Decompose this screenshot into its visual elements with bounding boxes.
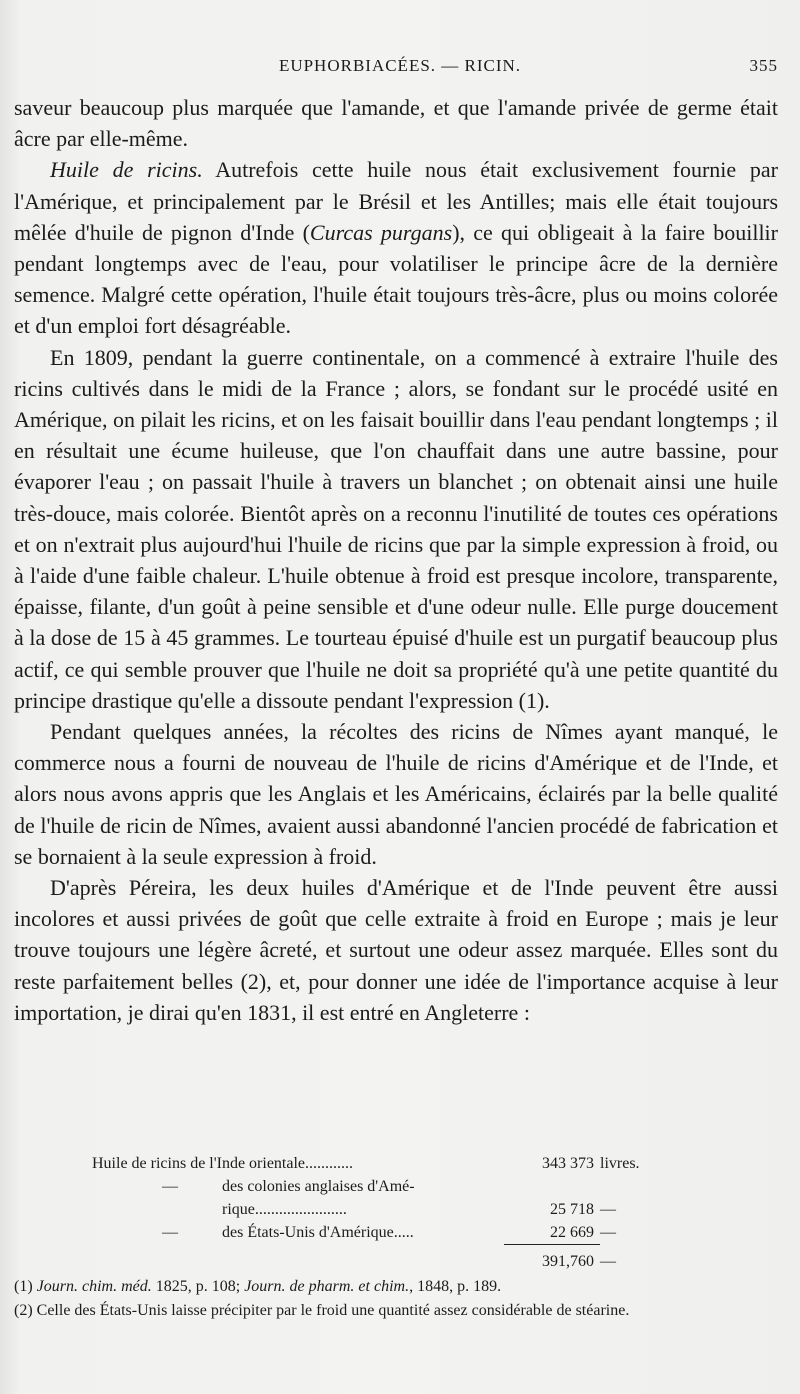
running-title: EUPHORBIACÉES. — RICIN.: [278, 56, 522, 75]
row-label: Huile de ricins de l'Inde orientale............: [92, 1155, 354, 1172]
paragraph-continued: saveur beaucoup plus marquée que l'amande, et que l'amande privée de germe était âcre par elle-même.: [14, 95, 778, 152]
citation-text: 1825, p. 108;: [151, 1278, 245, 1295]
paragraph-huile-de-ricins: [14, 154, 778, 341]
row-label: des colonies anglaises d'Amé-: [222, 1178, 415, 1195]
paragraph-nimes: Pendant quelques années, la récoltes des ricins de Nîmes ayant manqué, le commerce nous a fourni de nouveau de l'huile de ricins d'Amérique et de l'Inde, et alors nous avons appris que les Anglais et les Américains, éclairés par la belle qualité de l'huile de ricin de Nîmes, avaient aussi abandonné l'ancien procédé de fabrication et se bornaient à la seule expression à froid.: [14, 719, 778, 869]
paragraph-text: Autrefois cette huile nous était exclusivement fournie par l'Amérique, et principalement par le Brésil et les Antilles; mais elle était toujours mêlée d'huile de pignon d'Inde (: [14, 157, 778, 245]
citation-text: , 1848, p. 189.: [409, 1278, 502, 1295]
row-label-continued: rique.......................: [222, 1201, 347, 1218]
total-unit: —: [600, 1253, 616, 1270]
journal-title: Journ. chim. méd.: [36, 1278, 152, 1295]
table-total-row: [14, 1244, 778, 1270]
row-unit: —: [600, 1201, 616, 1218]
row-label: des États-Unis d'Amérique.....: [222, 1224, 414, 1241]
import-table: [14, 1152, 778, 1270]
paragraph-text: ), ce qui obligeait à la faire bouillir pendant longtemps avec de l'eau, pour volatiliser le principe âcre de la dernière semence. Malgré cette opération, l'huile était toujours très-âcre, plus ou moins colorée et d'un emploi fort désagréable.: [14, 219, 778, 339]
footnotes: [14, 1275, 778, 1323]
table-row: [14, 1198, 778, 1221]
row-value: 25 718: [550, 1201, 594, 1218]
paragraph-pereira: D'après Péreira, les deux huiles d'Amérique et de l'Inde peuvent être aussi incolores et aussi privées de goût que celle extraite à froid en Europe ; mais je leur trouve toujours une légère âcreté, et surtout une odeur assez marquée. Elles sont du reste parfaitement belles (2), et, pour donner une idée de l'importance acquise à leur importation, je dirai qu'en 1831, il est entré en Angleterre :: [14, 875, 778, 1025]
row-unit: —: [600, 1224, 616, 1241]
table-row: [14, 1152, 778, 1175]
species-name: Curcas purgans: [309, 219, 453, 245]
row-value: 343 373: [542, 1155, 594, 1172]
footnote-2: (2) Celle des États-Unis laisse précipiter par le froid une quantité assez considérable de stéarine.: [14, 1302, 630, 1319]
table-row: [14, 1175, 778, 1198]
journal-title: Journ. de pharm. et chim.: [244, 1278, 410, 1295]
running-head: [0, 56, 800, 82]
section-heading: Huile de ricins.: [50, 157, 203, 183]
footnote-marker: (1): [14, 1278, 33, 1295]
body-text: [14, 92, 778, 1028]
total-rule: [504, 1244, 600, 1245]
page-number: 355: [749, 56, 778, 75]
row-value: 22 669: [550, 1224, 594, 1241]
ditto-dash: —: [162, 1178, 178, 1195]
ditto-dash: —: [162, 1224, 178, 1241]
row-unit: livres.: [600, 1155, 640, 1172]
table-row: [14, 1221, 778, 1244]
paragraph-1809: En 1809, pendant la guerre continentale, on a commencé à extraire l'huile des ricins cultivés dans le midi de la France ; alors, se fondant sur le procédé usité en Amérique, on pilait les ricins, et on les faisait bouillir dans l'eau pendant longtemps ; il en résultait une écume huileuse, que l'on chauffait dans une autre bassine, pour évaporer l'eau ; on passait l'huile à travers un blanchet ; on obtenait ainsi une huile très-douce, mais colorée. Bientôt après on a reconnu l'inutilité de toutes ces opérations et on n'extrait plus aujourd'hui l'huile de ricins que par la simple expression à froid, ou à l'aide d'une faible chaleur. L'huile obtenue à froid est presque incolore, transparente, épaisse, filante, d'un goût à peine sensible et d'une odeur nulle. Elle purge doucement à la dose de 15 à 45 grammes. Le tourteau épuisé d'huile est un purgatif beaucoup plus actif, ce qui semble prouver que l'huile ne doit sa propriété qu'à une petite quantité du principe drastique qu'elle a dissoute pendant l'expression (1).: [14, 344, 778, 713]
total-value: 391,760: [542, 1253, 594, 1270]
footnote-1: [14, 1275, 778, 1299]
